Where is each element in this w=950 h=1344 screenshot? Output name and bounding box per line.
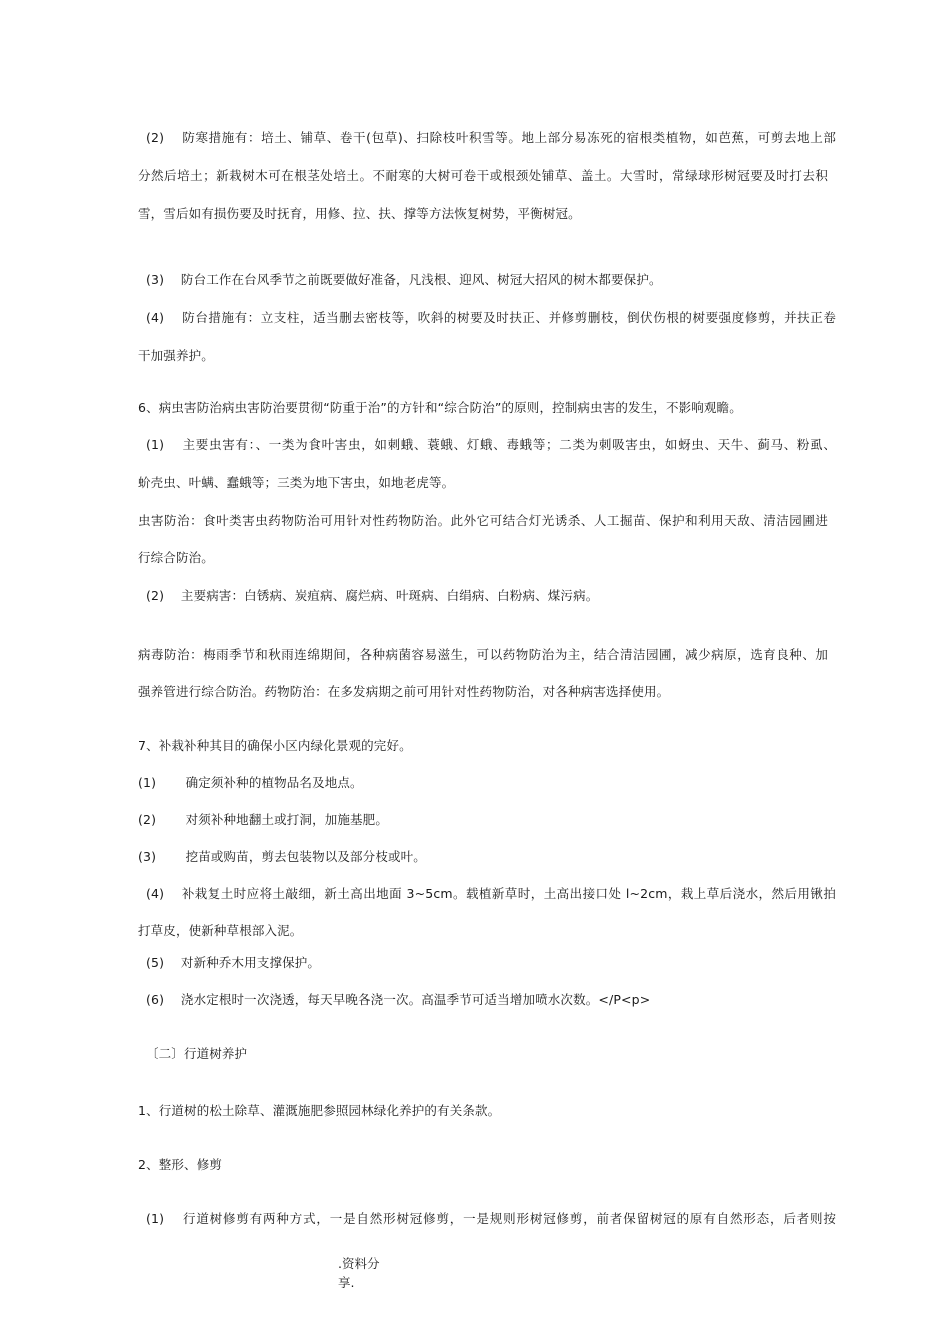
text-line: 干加强养护。 (138, 348, 214, 363)
text-line: 虫害防治：食叶类害虫药物防治可用针对性药物防治。此外它可结合灯光诱杀、人工掘苗、保护和利用天敌、清洁园圃进 (138, 513, 828, 528)
text-line: (3) 挖苗或购苗，剪去包装物以及部分枝或叶。 (138, 849, 426, 864)
text-line: (2) 对须补种地翻土或打洞，加施基肥。 (138, 812, 388, 827)
text-line: 蚧壳虫、叶螨、蠢蛾等；三类为地下害虫，如地老虎等。 (138, 475, 455, 490)
text-line: 6、病虫害防治病虫害防治要贯彻“防重于治”的方针和“综合防治”的原则，控制病虫害的发生，不影响观瞻。 (138, 400, 742, 415)
text-line: (4) 补栽复土时应将土敲细，新土高出地面 3~5cm。载植新草时，土高出接口处 l~2cm，栽上草后浇水，然后用锹拍 (146, 886, 836, 901)
text-line: 病毒防治：梅雨季节和秋雨连绵期间，各种病菌容易滋生，可以药物防治为主，结合清洁园圃，减少病原，选育良种、加 (138, 647, 828, 662)
footer-text-line-2: 享. (338, 1275, 355, 1290)
text-line: (3) 防台工作在台风季节之前既要做好准备，凡浅根、迎风、树冠大招风的树木都要保护。 (146, 272, 662, 287)
section-heading: 〔二〕行道树养护 (146, 1046, 248, 1061)
text-line: 打草皮，使新种草根部入泥。 (138, 923, 303, 938)
text-line: (2) 防寒措施有：培土、铺草、卷干(包草)、扫除枝叶积雪等。地上部分易冻死的宿根类植物，如芭蕉，可剪去地上部 (146, 130, 836, 145)
text-line: 1、行道树的松土除草、灌溉施肥参照园林绿化养护的有关条款。 (138, 1103, 501, 1118)
text-line: 行综合防治。 (138, 550, 214, 565)
text-line: (4) 防台措施有：立支柱，适当删去密枝等，吹斜的树要及时扶正、并修剪删枝，倒伏伤根的树要强度修剪，并扶正卷 (146, 310, 836, 325)
text-line: 雪，雪后如有损伤要及时抚育，用修、拉、扶、撑等方法恢复树势，平衡树冠。 (138, 206, 581, 221)
text-line: 强养管进行综合防治。药物防治：在多发病期之前可用针对性药物防治，对各种病害选择使用。 (138, 684, 670, 699)
text-line: (1) 主要虫害有：、一类为食叶害虫，如刺蛾、蓑蛾、灯蛾、毒蛾等；二类为刺吸害虫，如蚜虫、天牛、蓟马、粉虱、 (146, 437, 836, 452)
text-line: 分然后培土；新栽树木可在根茎处培土。不耐寒的大树可卷干或根颈处铺草、盖土。大雪时，常绿球形树冠要及时打去积 (138, 168, 828, 183)
text-line: 7、补栽补种其目的确保小区内绿化景观的完好。 (138, 738, 412, 753)
footer-text-line-1: .资料分 (338, 1256, 380, 1271)
text-line: (2) 主要病害：白锈病、炭疽病、腐烂病、叶斑病、白绢病、白粉病、煤污病。 (146, 588, 599, 603)
text-line: (1) 确定须补种的植物品名及地点。 (138, 775, 363, 790)
text-line: (6) 浇水定根时一次浇透，每天早晚各浇一次。高温季节可适当增加喷水次数。</P<p> (146, 992, 651, 1007)
text-line: 2、整形、修剪 (138, 1157, 223, 1172)
text-line: (1) 行道树修剪有两种方式，一是自然形树冠修剪，一是规则形树冠修剪，前者保留树冠的原有自然形态，后者则按 (146, 1211, 836, 1226)
text-line: (5) 对新种乔木用支撑保护。 (146, 955, 321, 970)
